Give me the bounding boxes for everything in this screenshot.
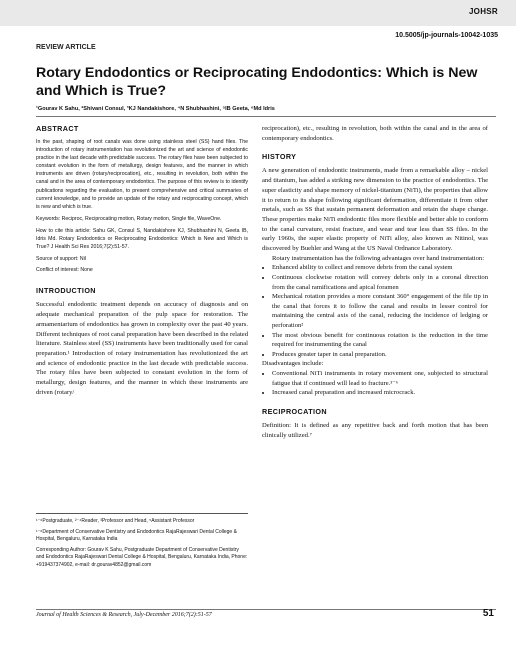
- history-heading: HISTORY: [262, 152, 297, 162]
- list-item: • The most obvious benefit for continuous rotation is the reduction in the time required for instrumenting the canal: [272, 331, 488, 350]
- abstract-heading: ABSTRACT: [36, 124, 79, 133]
- footnote-department: ¹⁻⁶Department of Conservative Dentistry and Endodontics RajaRajeswari Dental College & Hospital, Bengaluru, Karnataka India: [36, 528, 237, 543]
- title-divider: [36, 116, 496, 117]
- left-column: [36, 124, 248, 397]
- keywords: Keywords: Reciproc, Reciprocating motion, Rotary motion, Single file, WaveOne.: [36, 215, 222, 222]
- list-item: • Increased canal preparation and increased microcrack.: [272, 388, 488, 398]
- right-column: [262, 124, 488, 440]
- doi: 10.5005/jp-journals-10042-1035: [395, 32, 498, 39]
- reciprocation-heading: RECIPROCATION: [262, 406, 327, 416]
- cite-this-article: How to cite this article: Sahu GK, Consul S, Nandakishore KJ, Shubhashini N, Geeta IB, Idris Md. Rotary Endodontics or Reciprocating Endodontics: Which is New and Which is True? J Health Sci Res 2016;7(2):51-57.: [36, 227, 248, 251]
- journal-citation: Journal of Health Sciences & Research, July-December 2016;7(2):51-57: [36, 612, 212, 618]
- list-item: • Enhanced ability to collect and remove debris from the canal system: [272, 263, 488, 273]
- advantages-intro: Rotary instrumentation has the following advantages over hand instrumentation:: [272, 254, 485, 262]
- list-item: • Mechanical rotation provides a more constant 360° engagement of the file tip in the canal that forces it to follow the canal and results in lesser control for maintaining the central axis of the canal, reducing the incidence of ledging or perforation²: [272, 292, 488, 330]
- footer-divider: [36, 609, 496, 610]
- journal-header-band: [0, 0, 516, 26]
- abstract-text: In the past, shaping of root canals was done using stainless steel (SS) hand files. The introduction of rotary instrumentation has revolutionized the art and science of endodontic practice in the last decade with predictable success. The rotary files have been subjected to constant evolution in the form of metallurgy, design features, and the manner in which instruments are driven (rotary/reciprocation), etc., resulting in revolution, both within the canal and in the area of contemporary endodontics. The purpose of this review is to identify publications regarding the evaluation, to present comprehensive and critical summaries of current knowledge, and to provide an update of the rotary and reciprocating concept, which is new and which is true.: [36, 139, 248, 210]
- list-item: • Conventional NiTi instruments in rotary movement one, subjected to structural fatigue that if continued will lead to fracture.³⁻⁶: [272, 369, 488, 388]
- disadvantages-label: Disadvantages include:: [262, 360, 324, 368]
- article-title: Rotary Endodontics or Reciprocating Endodontics: Which is New and Which is True?: [36, 65, 478, 99]
- author-list: ¹Gourav K Sahu, ²Shivani Consul, ³KJ Nandakishore, ⁴N Shubhashini, ⁵IB Geeta, ⁶Md Idris: [36, 106, 275, 112]
- advantages-list: [262, 263, 488, 359]
- corresponding-author: Corresponding Author: Gourav K Sahu, Postgraduate Department of Conservative Dentistry and Endodontics RajaRajeswari Dental College & Hospital, Bengaluru, Karnataka India, Phone: +919437374902, e-mail: dr.gourav4852@gmail.com: [36, 546, 248, 568]
- footnote-block: [36, 518, 248, 573]
- footnote-affiliations: ¹⁻⁶Postgraduate, ²⁻⁴Reader, ³Professor and Head, ⁵Assistant Professor: [36, 518, 195, 524]
- page-number: 51: [482, 608, 494, 619]
- introduction-text: Successful endodontic treatment depends on accuracy of diagnosis and on adequate mechanical preparation of the pulp space for restoration. The armamentarium of endodontics has grown in complexity over the past 40 years. Different techniques of root canal preparation have been described in the related literature. Stainless steel (SS) instruments have been traditionally used for canal preparation.¹ Introduction of rotary instrumentation has revolutionized the art and science of endodontic practice in the last decade with predictable success. The rotary files have been subjected to constant evolution in the form of metallurgy, design features, and the manner in which these instruments are driven (rotary/: [36, 301, 248, 396]
- source-of-support: Source of support: Nil: [36, 256, 86, 263]
- conflict-of-interest: Conflict of interest: None: [36, 267, 93, 274]
- footnote-divider: [36, 513, 248, 514]
- continuation-text: reciprocation), etc., resulting in revolution, both within the canal and in the area of contemporary endodontics.: [262, 125, 488, 142]
- disadvantages-list: [262, 369, 488, 398]
- journal-abbreviation: JOHSR: [468, 7, 498, 16]
- list-item: • Continuous clockwise rotation will convey debris only in a coronal direction from the canal ramifications and apical foramen: [272, 273, 488, 292]
- history-paragraph: A new generation of endodontic instruments, made from a remarkable alloy – nickel and titanium, has added a striking new dimension to the practice of endodontics. The super elasticity and shape memory of nickel-titanium (NiTi), the properties that allow it to return to its shape following significant deformation, differentiate it from other metals, such as SS that sustain permanent deformation and retain the shape change. These properties make NiTi endodontic files more flexible and better able to conform to the canal curvature, resist fracture, and wear and tear less than SS files. In the early 1960s, the super elastic property of NiTi alloy, also known as Nitinol, was discovered by Buehler and Wang at the US Naval Ordnance Laboratory.: [262, 167, 488, 253]
- list-item: • Produces greater taper in canal preparation.: [272, 350, 488, 360]
- reciprocation-definition: Definition: It is defined as any repetitive back and forth motion that has been clinically utilized.⁷: [262, 421, 488, 439]
- article-type: REVIEW ARTICLE: [36, 44, 96, 51]
- introduction-heading: INTRODUCTION: [36, 286, 96, 296]
